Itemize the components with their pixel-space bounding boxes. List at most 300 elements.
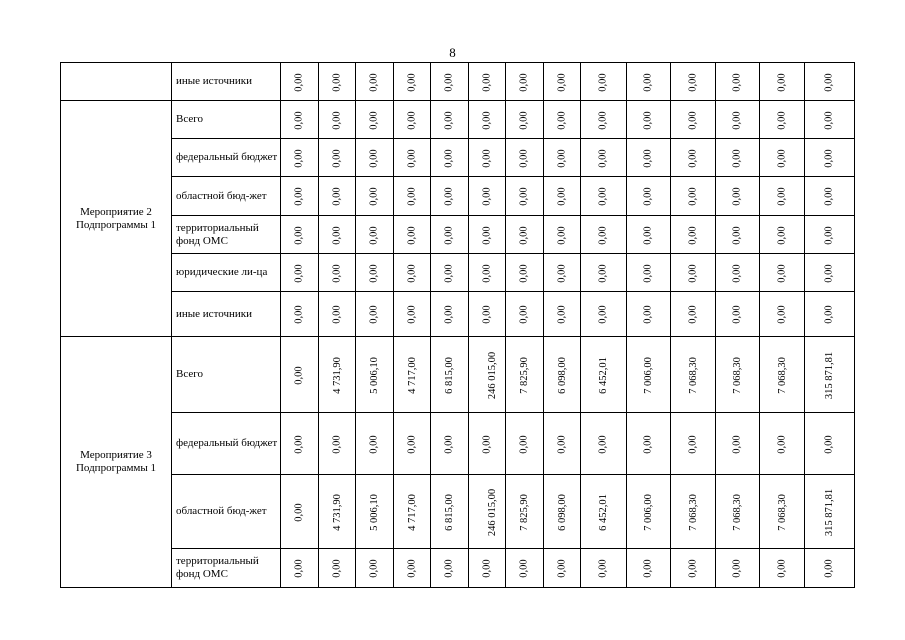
value-cell <box>760 139 805 177</box>
value-cell <box>394 177 431 216</box>
value-text: 6 098,00 <box>556 356 568 394</box>
value-text: 0,00 <box>481 305 493 324</box>
value-cell <box>760 475 805 549</box>
value-cell <box>319 63 356 101</box>
page-number: 8 <box>449 45 456 60</box>
value-cell <box>671 254 716 292</box>
value-text: 0,00 <box>598 187 609 206</box>
value-cell <box>431 63 469 101</box>
value-cell <box>544 101 581 139</box>
value-text: 0,00 <box>331 434 343 454</box>
value-text: 0,00 <box>643 559 654 578</box>
value-cell <box>544 292 581 337</box>
value-text: 0,00 <box>824 148 835 168</box>
value-text: 315 871,81 <box>824 351 835 399</box>
value-cell <box>356 475 394 549</box>
value-cell <box>760 254 805 292</box>
value-cell <box>506 549 544 588</box>
value-text: 0,00 <box>556 110 568 130</box>
value-text: 0,00 <box>481 110 493 130</box>
value-cell <box>544 337 581 413</box>
value-cell <box>581 101 627 139</box>
value-cell <box>581 549 627 588</box>
value-cell <box>469 101 506 139</box>
value-text: 0,00 <box>331 559 343 578</box>
value-cell <box>805 63 855 101</box>
value-cell <box>431 549 469 588</box>
value-cell <box>671 63 716 101</box>
value-text: 7 068,30 <box>732 356 743 394</box>
value-text: 0,00 <box>687 187 699 206</box>
value-cell <box>506 292 544 337</box>
table-row <box>61 292 855 337</box>
value-text: 0,00 <box>598 110 609 130</box>
value-text: 0,00 <box>481 263 493 283</box>
value-cell <box>356 63 394 101</box>
value-cell <box>805 216 855 254</box>
value-cell <box>716 216 760 254</box>
value-cell <box>506 139 544 177</box>
value-cell <box>319 292 356 337</box>
value-text: 4 731,90 <box>331 493 343 531</box>
value-cell <box>805 549 855 588</box>
value-text: 0,00 <box>643 305 654 324</box>
value-cell <box>319 101 356 139</box>
value-cell <box>581 139 627 177</box>
value-text: 0,00 <box>294 72 305 92</box>
value-cell <box>805 413 855 475</box>
table-row <box>61 475 855 549</box>
table-row <box>61 413 855 475</box>
value-text: 0,00 <box>732 110 743 130</box>
value-cell <box>544 475 581 549</box>
value-text: 0,00 <box>444 225 455 245</box>
value-text: 0,00 <box>598 225 609 245</box>
value-cell <box>760 177 805 216</box>
value-cell <box>281 337 319 413</box>
value-cell <box>281 475 319 549</box>
value-text: 6 815,00 <box>444 356 455 394</box>
value-cell <box>469 139 506 177</box>
funding-source-cell: Всего <box>172 337 281 413</box>
value-text: 0,00 <box>406 305 418 324</box>
table-row <box>61 549 855 588</box>
value-text: 6 452,01 <box>598 493 609 531</box>
value-cell <box>581 177 627 216</box>
value-text: 0,00 <box>556 263 568 283</box>
funding-source-cell: федеральный бюджет <box>172 413 281 475</box>
value-text: 0,00 <box>331 187 343 206</box>
value-cell <box>506 216 544 254</box>
value-text: 0,00 <box>732 434 743 454</box>
value-cell <box>627 254 671 292</box>
value-text: 0,00 <box>687 225 699 245</box>
value-text: 0,00 <box>556 559 568 578</box>
value-cell <box>506 475 544 549</box>
value-text: 0,00 <box>294 148 305 168</box>
value-cell <box>760 549 805 588</box>
value-cell <box>581 63 627 101</box>
value-text: 0,00 <box>444 187 455 206</box>
value-text: 0,00 <box>776 148 788 168</box>
value-cell <box>581 254 627 292</box>
value-text: 0,00 <box>687 110 699 130</box>
value-cell <box>394 254 431 292</box>
value-cell <box>760 101 805 139</box>
value-text: 0,00 <box>776 559 788 578</box>
value-cell <box>319 254 356 292</box>
value-text: 0,00 <box>481 72 493 92</box>
value-cell <box>469 475 506 549</box>
value-text: 0,00 <box>369 263 380 283</box>
value-text: 0,00 <box>369 187 380 206</box>
value-text: 0,00 <box>824 559 835 578</box>
value-text: 0,00 <box>406 72 418 92</box>
value-text: 0,00 <box>519 225 530 245</box>
value-cell <box>544 413 581 475</box>
funding-source-cell: территориальный фонд ОМС <box>172 549 281 588</box>
value-text: 0,00 <box>824 110 835 130</box>
value-cell <box>319 139 356 177</box>
value-text: 0,00 <box>406 263 418 283</box>
value-cell <box>319 413 356 475</box>
value-text: 0,00 <box>556 305 568 324</box>
value-cell <box>581 413 627 475</box>
value-text: 0,00 <box>294 502 305 522</box>
value-text: 5 006,10 <box>369 356 380 394</box>
value-cell <box>716 139 760 177</box>
value-cell <box>506 177 544 216</box>
value-text: 0,00 <box>294 187 305 206</box>
value-text: 0,00 <box>776 225 788 245</box>
value-text: 0,00 <box>776 187 788 206</box>
value-cell <box>805 337 855 413</box>
value-cell <box>805 101 855 139</box>
value-cell <box>356 413 394 475</box>
value-cell <box>760 413 805 475</box>
value-text: 7 006,00 <box>643 356 654 394</box>
value-cell <box>627 63 671 101</box>
value-text: 0,00 <box>369 305 380 324</box>
value-cell <box>431 475 469 549</box>
value-text: 7 825,90 <box>519 356 530 394</box>
value-cell <box>627 549 671 588</box>
value-cell <box>716 549 760 588</box>
value-cell <box>760 337 805 413</box>
value-text: 246 015,00 <box>487 351 499 399</box>
value-text: 0,00 <box>556 187 568 206</box>
value-cell <box>356 254 394 292</box>
value-cell <box>319 337 356 413</box>
value-cell <box>627 139 671 177</box>
value-cell <box>805 475 855 549</box>
value-cell <box>506 63 544 101</box>
value-cell <box>627 413 671 475</box>
value-text: 0,00 <box>444 148 455 168</box>
value-text: 0,00 <box>643 110 654 130</box>
value-cell <box>760 292 805 337</box>
value-cell <box>394 139 431 177</box>
value-cell <box>469 337 506 413</box>
value-cell <box>627 101 671 139</box>
value-text: 6 098,00 <box>556 493 568 531</box>
value-text: 0,00 <box>824 187 835 206</box>
value-text: 0,00 <box>732 559 743 578</box>
value-cell <box>544 63 581 101</box>
value-text: 246 015,00 <box>487 488 499 536</box>
value-text: 0,00 <box>406 559 418 578</box>
value-cell <box>627 337 671 413</box>
value-text: 0,00 <box>481 148 493 168</box>
value-text: 0,00 <box>294 225 305 245</box>
value-text: 0,00 <box>687 434 699 454</box>
value-text: 0,00 <box>519 148 530 168</box>
funding-source-cell: территориальный фонд ОМС <box>172 216 281 254</box>
value-cell <box>431 254 469 292</box>
value-cell <box>356 337 394 413</box>
value-cell <box>356 292 394 337</box>
value-cell <box>716 101 760 139</box>
value-cell <box>431 337 469 413</box>
value-cell <box>469 292 506 337</box>
table-row <box>61 337 855 413</box>
value-text: 0,00 <box>687 263 699 283</box>
value-cell <box>394 475 431 549</box>
value-text: 0,00 <box>444 305 455 324</box>
value-cell <box>805 139 855 177</box>
value-cell <box>394 337 431 413</box>
value-text: 0,00 <box>406 225 418 245</box>
value-cell <box>671 549 716 588</box>
value-text: 315 871,81 <box>824 488 835 536</box>
value-cell <box>671 139 716 177</box>
value-text: 7 825,90 <box>519 493 530 531</box>
value-text: 0,00 <box>519 110 530 130</box>
value-text: 0,00 <box>687 72 699 92</box>
value-text: 7 068,30 <box>732 493 743 531</box>
value-text: 0,00 <box>776 72 788 92</box>
value-cell <box>356 177 394 216</box>
table-row <box>61 177 855 216</box>
value-text: 0,00 <box>331 148 343 168</box>
event-name-cell <box>61 63 172 101</box>
funding-source-cell: областной бюд-жет <box>172 177 281 216</box>
value-text: 0,00 <box>732 148 743 168</box>
value-cell <box>671 216 716 254</box>
value-text: 0,00 <box>556 72 568 92</box>
value-text: 6 452,01 <box>598 356 609 394</box>
value-cell <box>431 139 469 177</box>
value-text: 0,00 <box>406 148 418 168</box>
value-text: 0,00 <box>643 72 654 92</box>
value-cell <box>544 549 581 588</box>
value-text: 0,00 <box>519 72 530 92</box>
value-text: 0,00 <box>294 365 305 385</box>
value-text: 0,00 <box>331 72 343 92</box>
funding-source-cell: областной бюд-жет <box>172 475 281 549</box>
value-text: 0,00 <box>556 148 568 168</box>
value-text: 0,00 <box>406 110 418 130</box>
value-text: 0,00 <box>556 225 568 245</box>
value-text: 0,00 <box>294 263 305 283</box>
funding-source-cell: иные источники <box>172 63 281 101</box>
value-cell <box>805 177 855 216</box>
value-cell <box>356 139 394 177</box>
table-row <box>61 63 855 101</box>
value-text: 0,00 <box>444 263 455 283</box>
event-name-cell: Мероприятие 2 Подпрограммы 1 <box>61 101 172 337</box>
value-text: 0,00 <box>369 559 380 578</box>
value-cell <box>394 216 431 254</box>
value-text: 0,00 <box>598 305 609 324</box>
value-cell <box>716 337 760 413</box>
value-text: 0,00 <box>519 305 530 324</box>
value-text: 0,00 <box>444 434 455 454</box>
value-cell <box>281 139 319 177</box>
value-cell <box>394 292 431 337</box>
value-cell <box>431 216 469 254</box>
funding-table <box>60 62 855 588</box>
value-cell <box>356 101 394 139</box>
value-text: 7 068,30 <box>776 493 788 531</box>
value-cell <box>671 292 716 337</box>
value-cell <box>506 254 544 292</box>
value-cell <box>469 254 506 292</box>
value-cell <box>319 475 356 549</box>
value-text: 0,00 <box>598 72 609 92</box>
value-cell <box>760 216 805 254</box>
value-cell <box>760 63 805 101</box>
value-text: 0,00 <box>519 559 530 578</box>
value-text: 0,00 <box>643 225 654 245</box>
value-cell <box>716 413 760 475</box>
value-cell <box>716 63 760 101</box>
event-name-cell: Мероприятие 3 Подпрограммы 1 <box>61 337 172 588</box>
value-text: 0,00 <box>481 225 493 245</box>
value-cell <box>281 413 319 475</box>
value-text: 5 006,10 <box>369 493 380 531</box>
value-text: 0,00 <box>369 148 380 168</box>
value-text: 0,00 <box>732 305 743 324</box>
value-text: 7 068,30 <box>687 493 699 531</box>
value-text: 0,00 <box>598 263 609 283</box>
value-cell <box>281 63 319 101</box>
value-cell <box>394 549 431 588</box>
value-text: 0,00 <box>406 187 418 206</box>
value-cell <box>469 216 506 254</box>
value-text: 0,00 <box>732 187 743 206</box>
value-text: 0,00 <box>687 148 699 168</box>
funding-source-cell: Всего <box>172 101 281 139</box>
value-cell <box>671 177 716 216</box>
value-cell <box>281 101 319 139</box>
value-cell <box>581 337 627 413</box>
value-cell <box>544 216 581 254</box>
value-text: 0,00 <box>369 110 380 130</box>
value-text: 0,00 <box>481 187 493 206</box>
value-text: 7 068,30 <box>776 356 788 394</box>
value-cell <box>671 337 716 413</box>
value-cell <box>319 216 356 254</box>
value-cell <box>581 475 627 549</box>
value-cell <box>506 337 544 413</box>
value-cell <box>716 475 760 549</box>
value-text: 0,00 <box>732 263 743 283</box>
value-text: 0,00 <box>294 559 305 578</box>
value-cell <box>281 177 319 216</box>
value-text: 0,00 <box>369 434 380 454</box>
value-cell <box>469 549 506 588</box>
value-cell <box>627 216 671 254</box>
value-cell <box>627 177 671 216</box>
table-row <box>61 139 855 177</box>
value-cell <box>671 101 716 139</box>
value-text: 7 068,30 <box>687 356 699 394</box>
value-cell <box>281 549 319 588</box>
value-text: 0,00 <box>519 434 530 454</box>
value-text: 0,00 <box>481 434 493 454</box>
value-cell <box>469 413 506 475</box>
value-text: 0,00 <box>643 263 654 283</box>
value-cell <box>506 101 544 139</box>
value-text: 0,00 <box>519 187 530 206</box>
value-cell <box>544 254 581 292</box>
value-text: 0,00 <box>643 148 654 168</box>
value-text: 4 717,00 <box>406 356 418 394</box>
value-cell <box>805 254 855 292</box>
value-cell <box>716 177 760 216</box>
value-text: 4 717,00 <box>406 493 418 531</box>
value-cell <box>581 292 627 337</box>
table-row <box>61 101 855 139</box>
value-text: 0,00 <box>776 110 788 130</box>
value-text: 0,00 <box>331 305 343 324</box>
value-text: 0,00 <box>598 559 609 578</box>
value-text: 7 006,00 <box>643 493 654 531</box>
value-cell <box>319 549 356 588</box>
value-text: 0,00 <box>519 263 530 283</box>
value-cell <box>506 413 544 475</box>
value-text: 0,00 <box>481 559 493 578</box>
value-cell <box>431 413 469 475</box>
value-text: 0,00 <box>331 263 343 283</box>
value-text: 0,00 <box>776 305 788 324</box>
value-cell <box>319 177 356 216</box>
value-cell <box>431 177 469 216</box>
value-cell <box>716 254 760 292</box>
value-text: 0,00 <box>369 225 380 245</box>
value-cell <box>356 216 394 254</box>
funding-source-cell: иные источники <box>172 292 281 337</box>
value-text: 0,00 <box>824 434 835 454</box>
value-text: 0,00 <box>406 434 418 454</box>
value-cell <box>394 413 431 475</box>
value-text: 0,00 <box>687 559 699 578</box>
value-text: 0,00 <box>294 110 305 130</box>
value-text: 0,00 <box>776 434 788 454</box>
value-cell <box>469 63 506 101</box>
value-text: 0,00 <box>294 305 305 324</box>
value-text: 4 731,90 <box>331 356 343 394</box>
value-cell <box>627 292 671 337</box>
value-text: 0,00 <box>444 72 455 92</box>
value-cell <box>581 216 627 254</box>
value-text: 0,00 <box>824 72 835 92</box>
value-cell <box>281 216 319 254</box>
funding-source-cell: федеральный бюджет <box>172 139 281 177</box>
value-text: 0,00 <box>776 263 788 283</box>
value-cell <box>716 292 760 337</box>
